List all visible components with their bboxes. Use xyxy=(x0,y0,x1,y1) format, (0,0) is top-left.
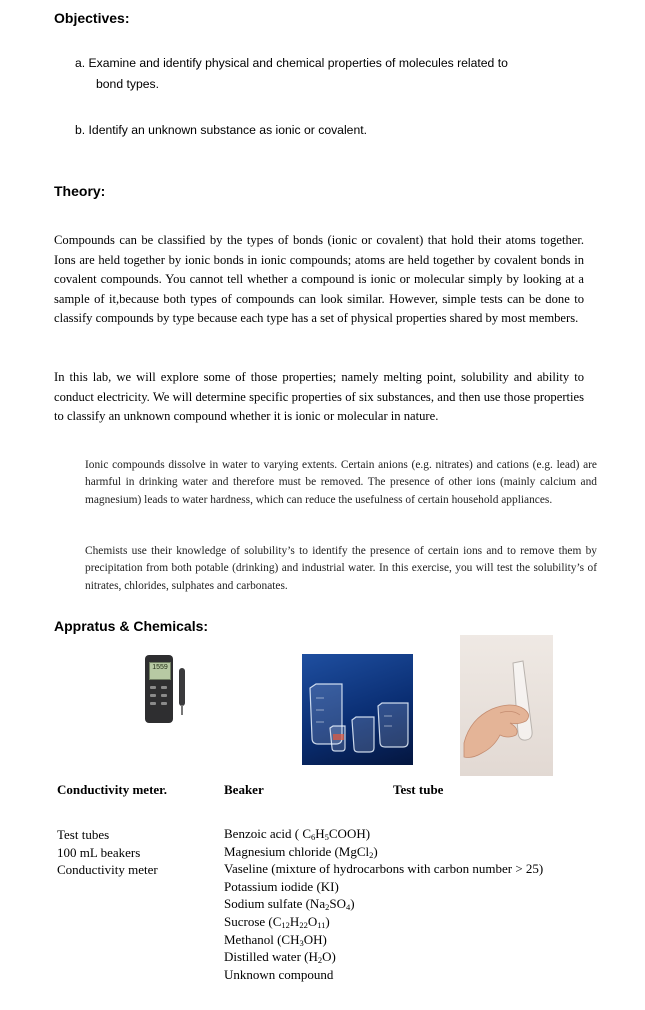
list-item: Test tubes xyxy=(57,827,110,842)
probe-tip xyxy=(181,705,183,715)
meter-probe xyxy=(179,668,185,706)
list-item: 100 mL beakers xyxy=(57,844,141,860)
meter-button xyxy=(150,686,156,689)
theory-paragraph-2: In this lab, we will explore some of those properties; namely melting point, solubility and ability to conduct electricity. We will determine specific properties of six substances, and then use those properties to classify an unknown compound whether it is ionic or molecular in nature. xyxy=(54,370,584,424)
meter-screen: 1559 xyxy=(149,662,171,680)
chemical-vaseline: Vaseline (mixture of hydrocarbons with carbon number > 25) xyxy=(224,861,544,877)
test-tube-image xyxy=(460,635,553,776)
equipment-list xyxy=(57,826,158,879)
objective-a-line2: bond types. xyxy=(96,77,160,91)
meter-button xyxy=(161,702,167,705)
solubility-quote-1: Ionic compounds dissolve in water to varying extents. Certain anions (e.g. nitrates) and cations (e.g. lead) are harmful in drinking water and therefore must be removed. The presence of other ions (mainly calcium and magnesium) leads to water hardness, which can reduce the usefulness of certain household appliances. xyxy=(85,459,597,506)
theory-heading: Theory: xyxy=(54,183,106,199)
chemicals-list xyxy=(224,825,543,983)
meter-button xyxy=(161,686,167,689)
chemical-potassium-iodide: Potassium iodide (KI) xyxy=(224,878,339,894)
hand-holding-test-tube xyxy=(460,635,553,776)
beaker-image xyxy=(302,654,413,765)
label-beaker: Beaker xyxy=(224,782,264,797)
label-conductivity-meter: Conductivity meter. xyxy=(57,782,168,797)
apparatus-heading: Appratus & Chemicals: xyxy=(54,618,209,634)
chemical-methanol: Methanol $(CH_3OH)$ xyxy=(224,931,327,948)
solubility-quote-2: Chemists use their knowledge of solubility’s to identify the presence of certain ions and to remove them by precipitation from both potable (drinking) and industrial water. In this exercise, you will test the solubility’s of nitrates, chlorides, sulphates and carbonates. xyxy=(85,545,597,592)
theory-paragraph-1: Compounds can be classified by the types of bonds (ionic or covalent) that hold their atoms together. Ions are held together by ionic bonds in ionic compounds; atoms are held together by covalent bonds in covalent compounds. You cannot tell whether a compound is ionic or molecular simply by looking at a sample of it,because both types of compounds can look similar. However, simple tests can be done to classify compounds by type because each type has a set of physical properties shared by most members. xyxy=(54,233,584,326)
chemical-sucrose: Sucrose $(C_{12}H_{22}O_{11})$ xyxy=(224,913,330,930)
chemical-unknown-compound: Unknown compound xyxy=(224,966,334,982)
chemical-sodium-sulfate: Sodium sulfate $(Na_2SO_4)$ xyxy=(224,896,355,913)
beakers-illustration xyxy=(302,654,413,765)
objective-a-line1: a. Examine and identify physical and chemical properties of molecules related to xyxy=(75,56,508,70)
chemical-distilled-water: Distilled water $(H_2O)$ xyxy=(224,949,336,966)
meter-button xyxy=(150,702,156,705)
list-item: Conductivity meter xyxy=(57,862,158,878)
objective-b: b. Identify an unknown substance as ionic or covalent. xyxy=(75,123,368,137)
chemical-benzoic-acid: Benzoic acid ( $C_6H_5COOH$) xyxy=(224,826,371,842)
objectives-heading: Objectives: xyxy=(54,10,130,26)
meter-button xyxy=(150,694,156,697)
meter-button xyxy=(161,694,167,697)
label-test-tube: Test tube xyxy=(393,782,444,797)
chemical-magnesium-chloride: Magnesium chloride (MgCl$_2$) xyxy=(224,843,378,860)
conductivity-meter-image xyxy=(140,650,192,726)
